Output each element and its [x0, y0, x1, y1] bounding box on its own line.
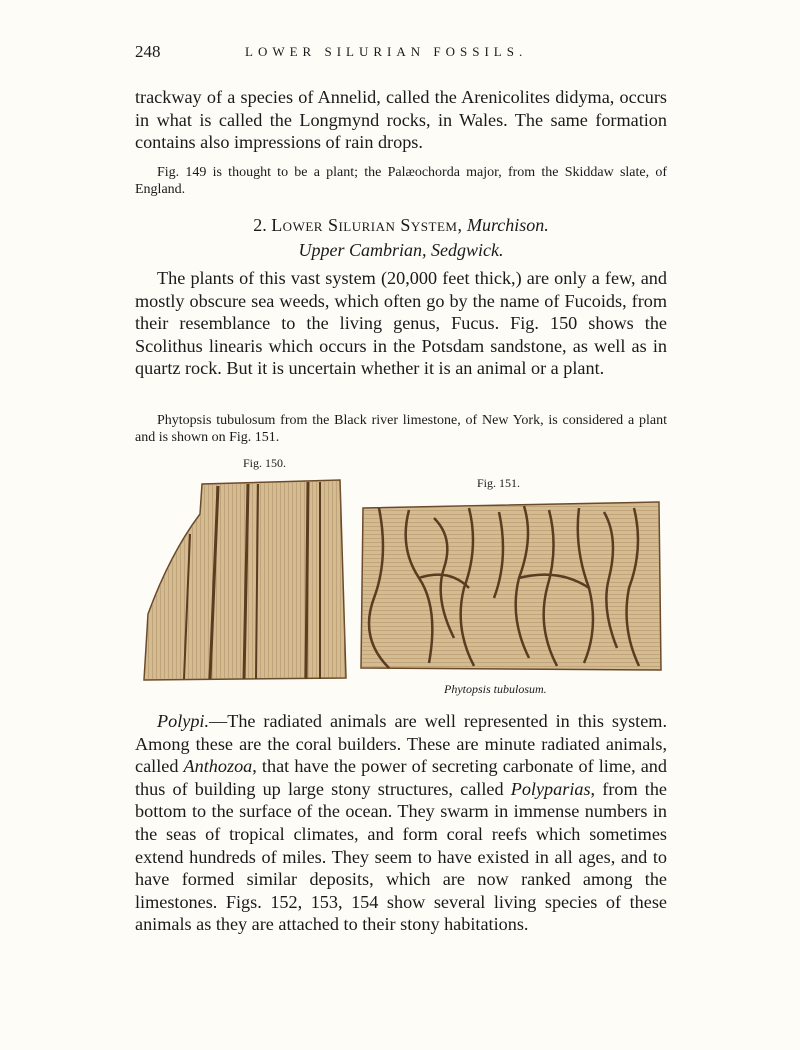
paragraph-trackway: trackway of a species of Annelid, called the Arenicolites didyma, occurs in what is called the Longmynd rocks, in Wales. The same formation contains also impressions of rain drops. [135, 87, 667, 153]
fig-150-scolithus-engraving [140, 474, 350, 684]
paragraph-polypi [135, 710, 667, 936]
note-phytopsis: Phytopsis tubulosum from the Black river limestone, of New York, is considered a plant and is shown on Fig. 151. [135, 413, 667, 445]
fig-151-label: Fig. 151. [477, 476, 521, 490]
section-subtitle: Upper Cambrian, Sedgwick. [298, 240, 504, 260]
fig-151-caption: Phytopsis tubulosum. [444, 682, 547, 696]
term-anthozoa: Anthozoa [183, 756, 253, 777]
polypi-text-b: , that have the power of secreting carbonate of lime, and thus of building up large stony structures, called [135, 756, 667, 799]
fig-151-phytopsis-engraving [359, 498, 663, 674]
note-fig-149: Fig. 149 is thought to be a plant; the Palæochorda major, from the Skiddaw slate, of England. [135, 165, 667, 197]
page-header [135, 42, 675, 68]
polypi-text-c: , from the bottom to the surface of the ocean. They swarm in immense numbers in the seas of tropical climates, and form coral reefs which sometimes extend hundreds of miles. They seem to have existed in all ages, and to have formed similar deposits, which are now ranked among the limestones. Figs. 152, 153, 154 show several living species of these animals as they are attached to their stony habitations. [135, 778, 667, 935]
section-author: Murchison. [466, 215, 549, 235]
section-heading [135, 215, 667, 236]
polypi-lead: Polypi. [157, 711, 210, 731]
section-number: 2. [253, 215, 267, 235]
term-polyparias: Polyparias [510, 778, 591, 799]
fig-150-label: Fig. 150. [243, 456, 287, 470]
paragraph-plants: The plants of this vast system (20,000 feet thick,) are only a few, and mostly obscure sea weeds, which often go by the name of Fucoids, from their resemblance to the living genus, Fucus. Fig. 150 shows the Scolithus linearis which occurs in the Potsdam sandstone, as well as in quartz rock. But it is uncertain whether it is an animal or a plant. [135, 268, 667, 379]
page-number: 248 [135, 42, 161, 61]
running-head: LOWER SILURIAN FOSSILS. [245, 44, 528, 59]
polypi-text-a: —The radiated animals are well represented in this system. Among these are the coral builders. These are minute radiated animals, called [135, 711, 667, 777]
section-title: Lower Silurian System, [271, 215, 463, 235]
